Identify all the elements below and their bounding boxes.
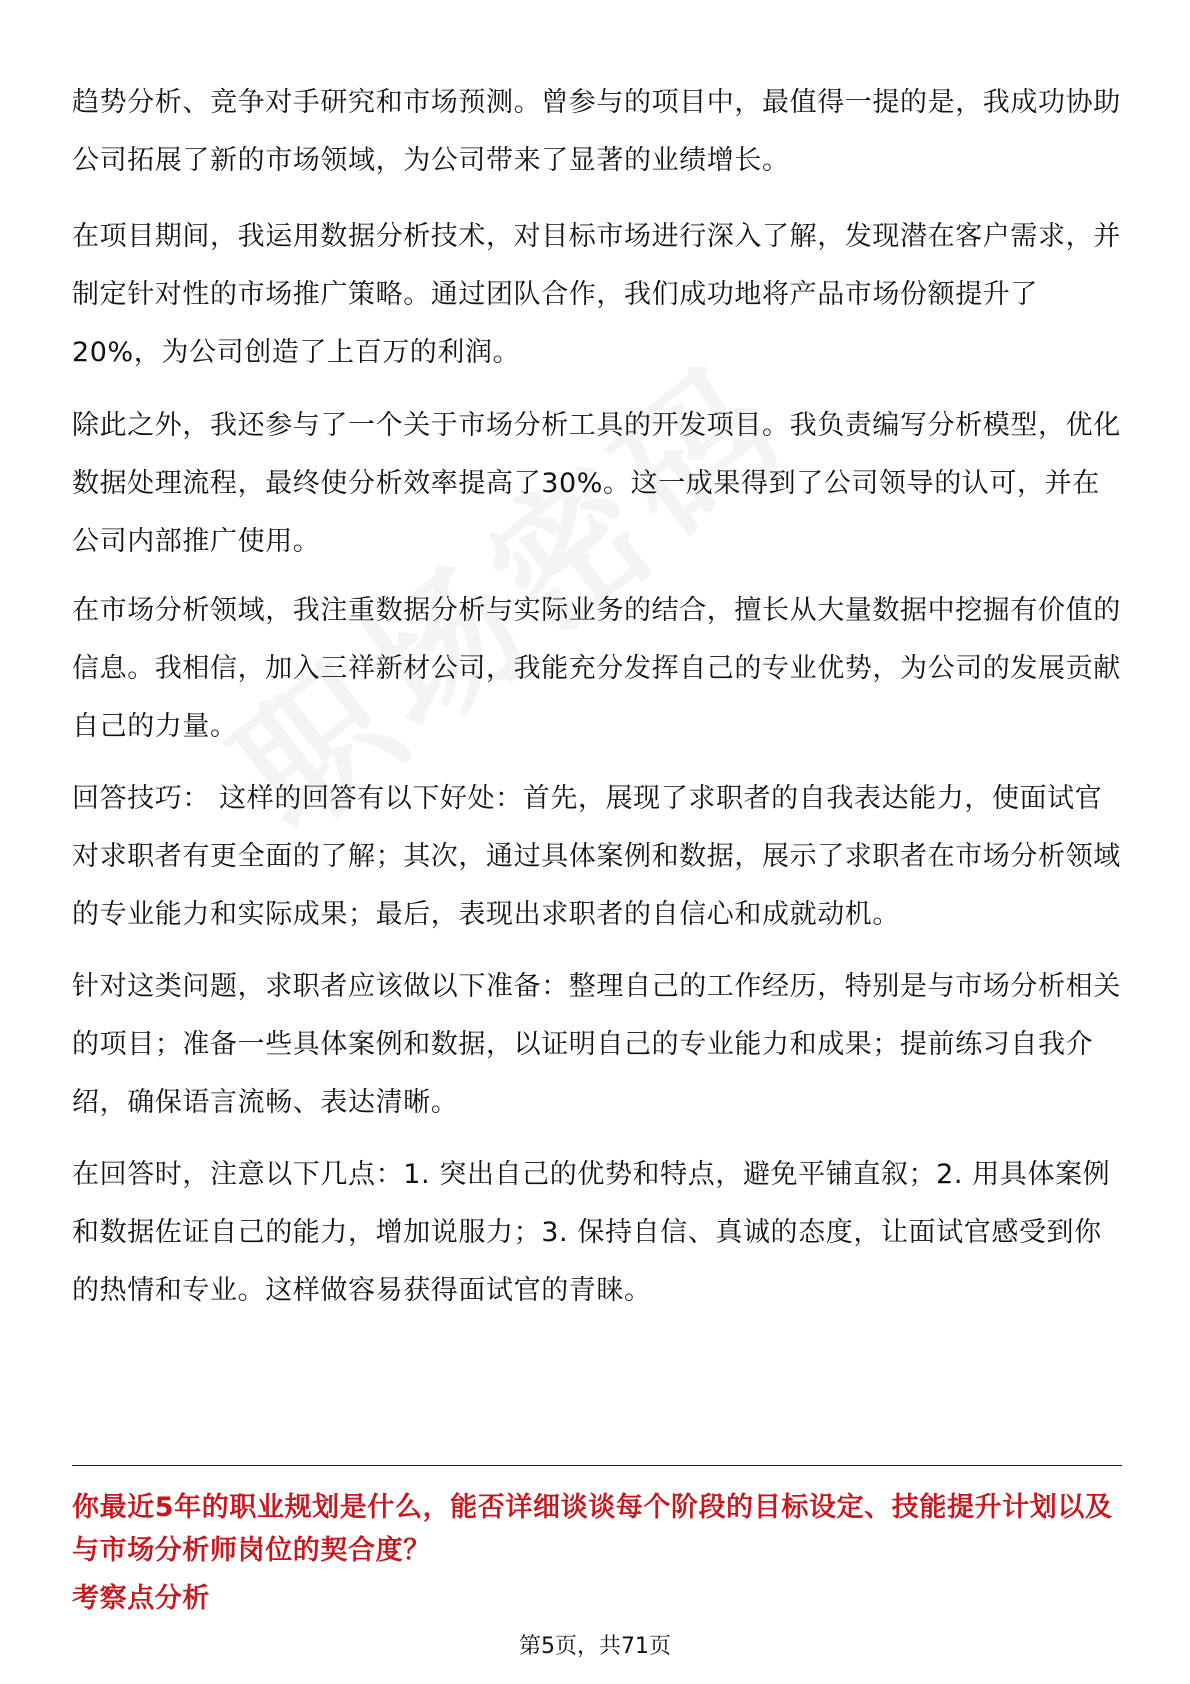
partial-top-line-text bbox=[72, 0, 1122, 6]
paragraph-1: 趋势分析、竞争对手研究和市场预测。曾参与的项目中，最值得一提的是，我成功协助公司拓展了新的市场领域，为公司带来了显著的业绩增长。 bbox=[72, 87, 1121, 176]
page-footer: 第5页，共71页 bbox=[519, 1634, 671, 1659]
section-subheading: 考察点分析 bbox=[72, 1583, 210, 1614]
interview-question: 你最近5年的职业规划是什么，能否详细谈谈每个阶段的目标设定、技能提升计划以及与市场分析师岗位的契合度？ bbox=[72, 1492, 1113, 1566]
paragraph-answer-tips: 回答技巧： 这样的回答有以下好处：首先，展现了求职者的自我表达能力，使面试官对求职者有更全面的了解；其次，通过具体案例和数据，展示了求职者在市场分析领域的专业能力和实际成果；最后，表现出求职者的自信心和成就动机。 bbox=[72, 783, 1121, 930]
paragraph-notes: 在回答时，注意以下几点：1. 突出自己的优势和特点，避免平铺直叙；2. 用具体案例和数据佐证自己的能力，增加说服力；3. 保持自信、真诚的态度，让面试官感受到你的热情和专业。这样做容易获得面试官的青睐。 bbox=[72, 1159, 1111, 1306]
section-divider bbox=[72, 1465, 1122, 1466]
paragraph-2: 在项目期间，我运用数据分析技术，对目标市场进行深入了解，发现潜在客户需求，并制定针对性的市场推广策略。通过团队合作，我们成功地将产品市场份额提升了20%，为公司创造了上百万的利润。 bbox=[72, 221, 1121, 368]
paragraph-4: 在市场分析领域，我注重数据分析与实际业务的结合，擅长从大量数据中挖掘有价值的信息。我相信，加入三祥新材公司，我能充分发挥自己的专业优势，为公司的发展贡献自己的力量。 bbox=[72, 595, 1121, 742]
paragraph-3: 除此之外，我还参与了一个关于市场分析工具的开发项目。我负责编写分析模型，优化数据处理流程，最终使分析效率提高了30%。这一成果得到了公司领导的认可，并在公司内部推广使用。 bbox=[72, 410, 1121, 557]
partial-top-line bbox=[72, 0, 1122, 6]
paragraph-preparation: 针对这类问题，求职者应该做以下准备：整理自己的工作经历，特别是与市场分析相关的项目；准备一些具体案例和数据，以证明自己的专业能力和成果；提前练习自我介绍，确保语言流畅、表达清晰。 bbox=[72, 971, 1121, 1118]
